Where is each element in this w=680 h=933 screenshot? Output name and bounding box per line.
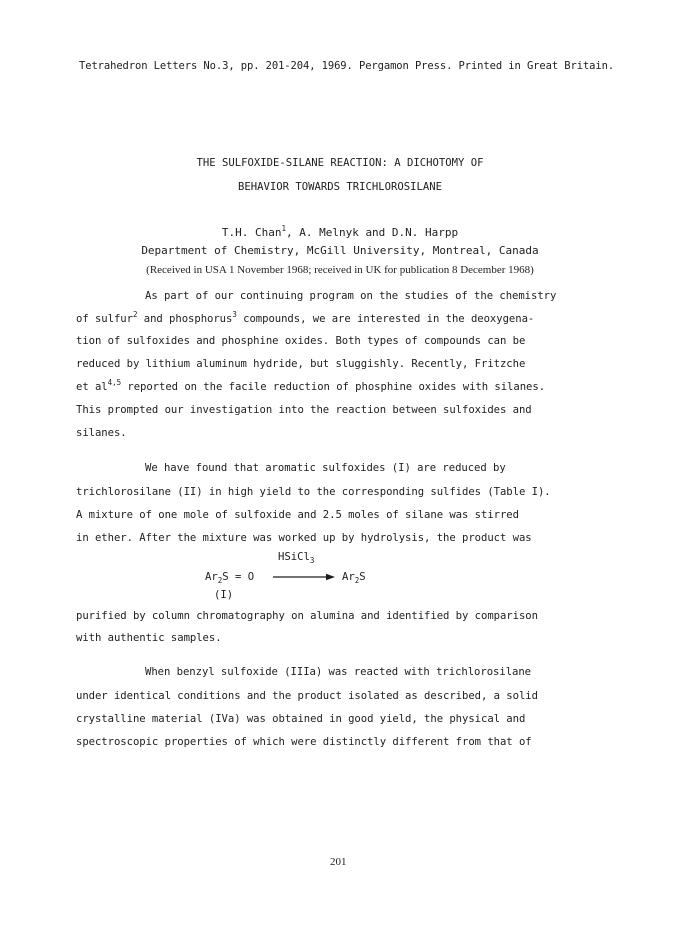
author-footnote-marker: 1 <box>281 224 286 233</box>
text-run: S = O <box>222 571 255 583</box>
subscript: 2 <box>354 576 360 585</box>
para1-line: tion of sulfoxides and phosphine oxides. Both types of compounds can be <box>76 335 526 347</box>
text-run: HSiCl <box>278 551 310 563</box>
para3-line: purified by column chromatography on alumina and identified by comparison <box>76 610 538 622</box>
reaction-reagent <box>278 551 314 563</box>
subscript: 2 <box>217 576 223 585</box>
text-run: Ar <box>205 571 218 583</box>
para2-line: We have found that aromatic sulfoxides (I) are reduced by <box>145 462 506 474</box>
para1-line: silanes. <box>76 427 127 439</box>
ref-3: 3 <box>232 310 237 319</box>
text-run: reported on the facile reduction of phosphine oxides with silanes. <box>121 381 546 393</box>
para2-line: in ether. After the mixture was worked up by hydrolysis, the product was <box>76 532 532 544</box>
para1-line <box>76 310 535 325</box>
co-authors: , A. Melnyk and D.N. Harpp <box>285 226 459 239</box>
para3-line: with authentic samples. <box>76 632 222 644</box>
reaction-reactant <box>205 571 254 583</box>
ref-4-5: 4,5 <box>107 378 122 387</box>
para4-line: When benzyl sulfoxide (IIIa) was reacted with trichlorosilane <box>145 666 532 678</box>
text-run: S <box>359 571 366 583</box>
page-number: 201 <box>330 856 347 868</box>
author-line <box>0 226 680 239</box>
article-title-line-1: THE SULFOXIDE-SILANE REACTION: A DICHOTOMY OF <box>196 157 484 169</box>
subscript: 3 <box>309 556 315 565</box>
affiliation: Department of Chemistry, McGill University, Montreal, Canada <box>141 244 539 257</box>
article-title-line-2: BEHAVIOR TOWARDS TRICHLOROSILANE <box>237 181 443 193</box>
ref-2: 2 <box>132 310 138 319</box>
para2-line: A mixture of one mole of sulfoxide and 2.5 moles of silane was stirred <box>76 509 519 521</box>
text-run: compounds, we are interested in the deoxygena- <box>236 313 535 325</box>
reaction-arrow-icon <box>273 573 335 581</box>
para4-line: under identical conditions and the product isolated as described, a solid <box>76 690 538 702</box>
para1-line: As part of our continuing program on the studies of the chemistry <box>145 290 557 302</box>
para1-line: reduced by lithium aluminum hydride, but sluggishly. Recently, Fritzche <box>76 358 526 370</box>
text-run: and phosphorus <box>137 313 233 325</box>
text-run: et al <box>76 381 108 393</box>
para1-line: This prompted our investigation into the reaction between sulfoxides and <box>76 404 532 416</box>
text-run: of sulfur <box>76 313 133 325</box>
reaction-compound-label: (I) <box>214 589 234 601</box>
para1-line <box>76 378 546 393</box>
reaction-product <box>342 571 366 583</box>
journal-header: Tetrahedron Letters No.3, pp. 201-204, 1969. Pergamon Press. Printed in Great Britain. <box>79 60 615 72</box>
para2-line: trichlorosilane (II) in high yield to the corresponding sulfides (Table I). <box>76 486 551 498</box>
para4-line: crystalline material (IVa) was obtained in good yield, the physical and <box>76 713 526 725</box>
para4-line: spectroscopic properties of which were distinctly different from that of <box>76 736 532 748</box>
received-dates: (Received in USA 1 November 1968; received in UK for publication 8 December 1968) <box>146 264 534 276</box>
text-run: Ar <box>342 571 355 583</box>
author-chan: T.H. Chan <box>221 226 282 239</box>
